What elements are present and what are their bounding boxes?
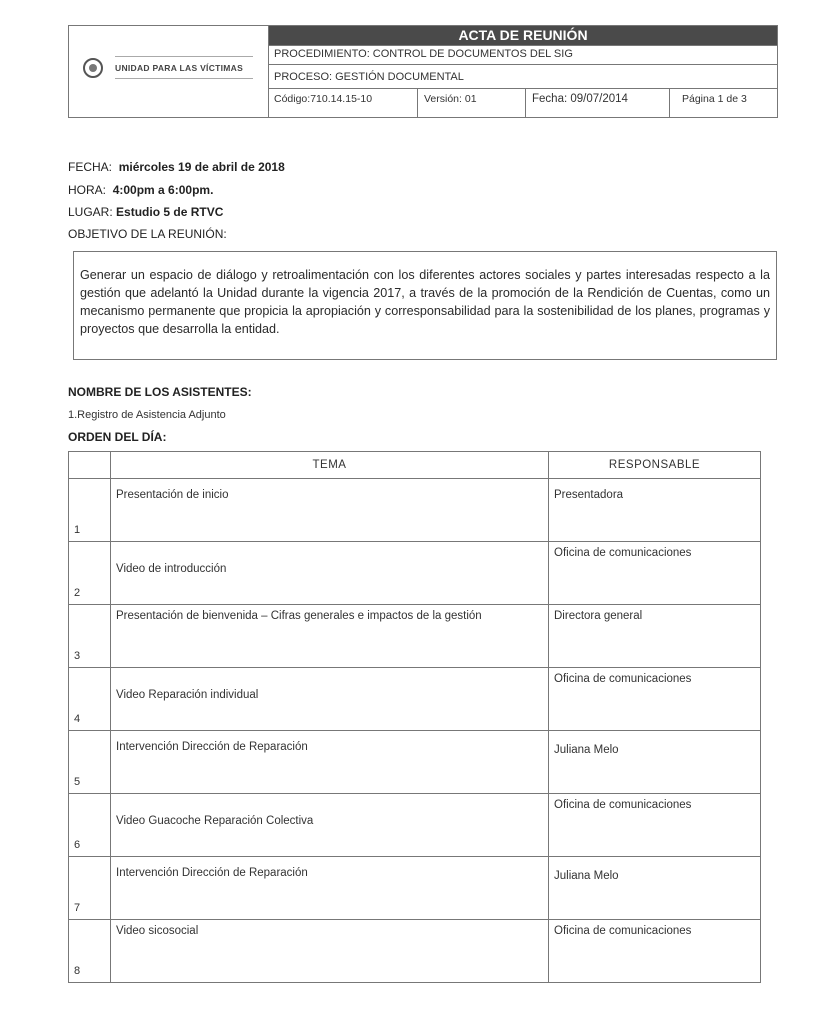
table-row xyxy=(69,605,761,668)
lugar-label: LUGAR: xyxy=(68,205,113,219)
table-row xyxy=(69,668,761,731)
hora-line xyxy=(68,183,213,197)
row-number: 8 xyxy=(69,920,111,983)
brand-name: UNIDAD PARA LAS VÍCTIMAS xyxy=(115,63,244,73)
row-number: 5 xyxy=(69,731,111,794)
document-title: ACTA DE REUNIÓN xyxy=(269,26,777,45)
logo-area xyxy=(69,26,269,117)
row-tema: Video Guacoche Reparación Colectiva xyxy=(111,794,549,857)
row-number: 4 xyxy=(69,668,111,731)
row-tema: Video Reparación individual xyxy=(111,668,549,731)
proceso: PROCESO: GESTIÓN DOCUMENTAL xyxy=(274,71,464,83)
row-tema: Presentación de inicio xyxy=(111,479,549,542)
document-header xyxy=(68,25,778,118)
table-row xyxy=(69,731,761,794)
lugar-line xyxy=(68,205,223,219)
row-responsable: Juliana Melo xyxy=(549,731,761,794)
row-number: 2 xyxy=(69,542,111,605)
col-tema-header: TEMA xyxy=(111,452,549,479)
table-row xyxy=(69,794,761,857)
orden-label: ORDEN DEL DÍA: xyxy=(68,430,167,444)
row-tema: Intervención Dirección de Reparación xyxy=(111,857,549,920)
row-responsable: Juliana Melo xyxy=(549,857,761,920)
table-row xyxy=(69,542,761,605)
row-responsable: Oficina de comunicaciones xyxy=(549,542,761,605)
row-responsable: Presentadora xyxy=(549,479,761,542)
objetivo-label: OBJETIVO DE LA REUNIÓN: xyxy=(68,227,227,241)
fecha-value: miércoles 19 de abril de 2018 xyxy=(118,160,285,174)
row-tema: Presentación de bienvenida – Cifras generales e impactos de la gestión xyxy=(111,605,549,668)
codigo: Código:710.14.15-10 xyxy=(274,93,373,105)
row-tema: Video de introducción xyxy=(111,542,549,605)
row-responsable: Oficina de comunicaciones xyxy=(549,920,761,983)
row-number: 1 xyxy=(69,479,111,542)
coat-of-arms-icon xyxy=(83,58,103,78)
row-responsable: Oficina de comunicaciones xyxy=(549,794,761,857)
objetivo-box xyxy=(73,251,777,360)
fecha-line xyxy=(68,160,285,174)
asistentes-label: NOMBRE DE LOS ASISTENTES: xyxy=(68,385,252,399)
table-row xyxy=(69,479,761,542)
table-header-row xyxy=(69,452,761,479)
agenda-table xyxy=(68,451,761,983)
row-number: 6 xyxy=(69,794,111,857)
table-row xyxy=(69,920,761,983)
pagina: Página 1 de 3 xyxy=(682,93,747,105)
table-row xyxy=(69,857,761,920)
asistentes-text: 1.Registro de Asistencia Adjunto xyxy=(68,409,226,421)
objetivo-text: Generar un espacio de diálogo y retroalimentación con los diferentes actores sociales y partes interesadas respecto a la gestión que adelantó la Unidad durante la vigencia 2017, a través de la promoción de la Rendición de Cuentas, como un mecanismo permanente que propicia la apropiación y corresponsabilidad para la sostenibilidad de los planes, programas y proyectos que desarrolla la entidad. xyxy=(80,268,770,336)
col-responsable-header: RESPONSABLE xyxy=(549,452,761,479)
row-tema: Video sicosocial xyxy=(111,920,549,983)
fecha-documento: Fecha: 09/07/2014 xyxy=(532,93,628,105)
row-number: 3 xyxy=(69,605,111,668)
version: Versión: 01 xyxy=(424,93,477,105)
row-responsable: Oficina de comunicaciones xyxy=(549,668,761,731)
row-responsable: Directora general xyxy=(549,605,761,668)
row-number: 7 xyxy=(69,857,111,920)
lugar-value: Estudio 5 de RTVC xyxy=(116,205,224,219)
hora-label: HORA: xyxy=(68,183,107,197)
hora-value: 4:00pm a 6:00pm. xyxy=(112,183,214,197)
fecha-label: FECHA: xyxy=(68,160,113,174)
procedimiento: PROCEDIMIENTO: CONTROL DE DOCUMENTOS DEL SIG xyxy=(274,48,573,60)
row-tema: Intervención Dirección de Reparación xyxy=(111,731,549,794)
